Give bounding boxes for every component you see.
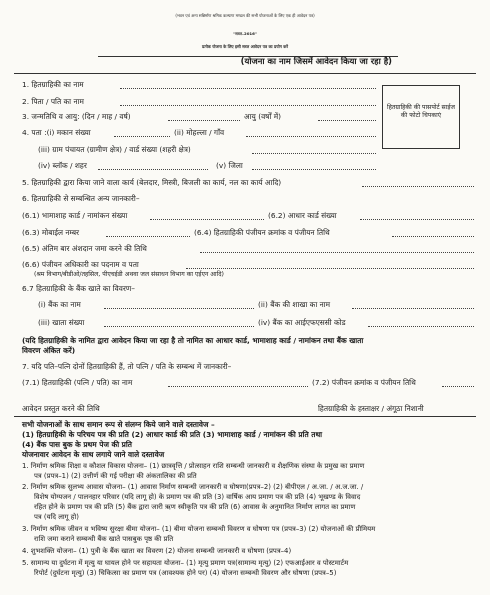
header-divider [14, 73, 476, 74]
field-mobile-label: (6.3) मोबाईल नम्बर [22, 228, 80, 237]
section-other-info: 6. हितग्राहिकी से सम्बन्धित अन्य जानकारी– [22, 194, 140, 203]
field-ward-label: (iii) ग्राम पंचायत (ग्रामीण क्षेत्र) / वार्ड संख्या (शहरी क्षेत्र) [38, 145, 191, 154]
field-work-input[interactable] [362, 186, 474, 187]
documents-heading: सभी योजनाओं के साथ समान रूप से संलग्न किये जाने वाले दस्तावेज – [22, 420, 215, 429]
field-bhamashah-label: (6.1) भामाशाह कार्ड / नामांकन संख्या [22, 211, 128, 220]
doc-item-3b: राशि जमा कराने सम्बन्धी बैंक खाते पासबुक पृष्ठ की प्रति [34, 535, 174, 543]
field-account-input[interactable] [104, 326, 254, 327]
field-district-label: (v) जिला [216, 161, 243, 170]
scheme-name-hint: (योजना का नाम जिसमें आवेदन किया जा रहा है) [240, 56, 392, 66]
field-officer-hint: (श्रम विभाग/बीडीओ/तहसिल, पीएचईडी अथवा जल संसाधन विभाग का एईएन आदि) [34, 271, 224, 278]
field-house-input[interactable] [114, 136, 170, 137]
field-district-input[interactable] [252, 169, 376, 170]
doc-item-2a: 2. निर्माण श्रमिक सुलभ्य आवास योजना– (1) आवास निर्माण सम्बन्धी जानकारी व घोषणा(प्रपत्र–2) (2) बीपीएल / अ.जा. / अ.ज.जा. / [22, 483, 364, 491]
field-registration-label: (6.4) हितग्राहिकी पंजीयन क्रमांक व पंजीयन तिथि [194, 228, 330, 237]
field-father-input[interactable] [120, 105, 376, 106]
field-name-label: 1. हितग्राहिकी का नाम [22, 80, 84, 89]
signature-label: हितग्राहिकी के हस्ताक्षर / अंगूठा निशानी [318, 404, 424, 413]
field-officer-input[interactable] [186, 268, 474, 269]
nominee-note-2: विवरण अंकित करें) [22, 346, 76, 355]
section-bank: 6.7 हितग्राहिकी के बैंक खाते का विवरण– [22, 284, 135, 293]
field-father-label: 2. पिता / पति का नाम [22, 97, 84, 106]
field-age-label: आयु (वर्षों में) [244, 112, 282, 121]
nominee-note-1: (यदि हितग्राहिकी के नामित द्वारा आवेदन किया जा रहा है तो नामित का आधार कार्ड, भामाशाह कार्ड / नामांकन तथा बैंक खाता [22, 336, 364, 345]
documents-common-2: (4) बैंक पास बुक के प्रथम पेज की प्रति [22, 440, 133, 449]
field-dob-input[interactable] [168, 120, 240, 121]
form-note: (भवन एवं अन्य सन्निर्माण श्रमिक कल्याण मण्डल की सभी योजनाओं के लिए एक ही आवेदन पत्र) [175, 13, 315, 18]
doc-item-2c: रहित होने के प्रमाण पत्र की प्रति (5) बैंक द्वारा जारी ऋण स्वीकृति पत्र की प्रति (6) आवास के अनुमानित निर्माण लागत का प्रमाण [34, 503, 356, 511]
field-aadhaar-label: (6.2) आधार कार्ड संख्या [268, 211, 337, 220]
field-name-input[interactable] [120, 88, 376, 89]
field-ward-input[interactable] [252, 153, 376, 154]
field-age-input[interactable] [318, 120, 376, 121]
field-locality-label: (ii) मोहल्ला / गाँव [174, 128, 225, 137]
form-subtitle: प्रत्येक योजना के लिए इसी सरल आवेदन पत्र का प्रयोग करें [202, 44, 288, 49]
doc-item-1a: 1. निर्माण श्रमिक शिक्षा व कौशल विकास योजना– (1) छात्रवृत्ति / प्रोत्साहन राशि सम्बन्धी जानकारी व शैक्षणिक संस्था के प्रमुख का प्रमाण [22, 462, 365, 470]
field-bank-name-input[interactable] [104, 308, 254, 309]
scheme-name-field[interactable] [98, 56, 398, 66]
field-ifsc-input[interactable] [368, 326, 474, 327]
documents-divider [14, 416, 476, 417]
doc-item-5b: रिपोर्ट (दुर्घटना मृत्यु) (3) चिकित्सा का प्रमाण पत्र (आवश्यक होने पर) (4) योजना सम्बन्धी विवरण और घोषणा (प्रपत्र–5) [34, 569, 337, 577]
field-locality-input[interactable] [246, 136, 376, 137]
documents-common-1: (1) हितग्राहिकी के परिचय पत्र की प्रति (2) आधार कार्ड की प्रति (3) भामाशाह कार्ड / नामांकन की प्रति तथा [22, 430, 323, 439]
photo-box-label: हितग्राहिकी की पासपोर्ट साईज की फोटो चिपकाएं [387, 104, 455, 119]
photo-box [382, 85, 460, 149]
documents-scheme-heading: योजनावार आवेदन के साथ लगाये जाने वाले दस्तावेज [22, 450, 165, 459]
doc-item-2b: विशेष योग्यजन / पालनहार परिवार (यदि लागू हो) के प्रमाण पत्र की प्रति (3) वार्षिक आय प्रमाण पत्र की प्रति (4) भूखण्ड के विवाद [34, 493, 361, 501]
field-block-label: (iv) ब्लॉक / शहर [38, 161, 87, 170]
field-account-label: (iii) खाता संख्या [38, 318, 85, 327]
doc-item-2d: पत्र (यदि लागू हो) [34, 513, 79, 521]
application-date-label: आवेदन प्रस्तुत करने की तिथि [22, 404, 100, 413]
form-title: "सरल–2016" [233, 31, 257, 36]
field-aadhaar-input[interactable] [360, 219, 474, 220]
field-contribution-input[interactable] [200, 252, 474, 253]
field-house-label: 4. पता :(i) मकान संख्या [22, 128, 91, 137]
field-dob-label: 3. जन्मतिथि व आयु: (दिन / माह / वर्ष) [22, 112, 131, 121]
field-bank-branch-input[interactable] [352, 308, 474, 309]
field-block-input[interactable] [98, 169, 208, 170]
field-contribution-label: (6.5) अंतिम बार अंशदान जमा करने की तिथि [22, 244, 147, 253]
field-registration-input[interactable] [392, 236, 474, 237]
doc-item-4: 4. शुभशक्ति योजना– (1) पुत्री के बैंक खाता का विवरण (2) योजना सम्बन्धी जानकारी व घोषणा (प्रपत्र–4) [22, 547, 292, 555]
field-spouse-name-label: (7.1) हितग्राहिकी (पत्नि / पति) का नाम [22, 378, 133, 387]
field-bhamashah-input[interactable] [150, 219, 264, 220]
field-mobile-input[interactable] [106, 236, 190, 237]
field-work-label: 5. हितग्राहिकी द्वारा किया जाने वाला कार्य (बेलदार, मिस्त्री, बिजली का कार्य, नल का कार्य आदि) [22, 178, 282, 187]
doc-item-5a: 5. सामान्य या दुर्घटना में मृत्यु या घायल होने पर सहायता योजना– (1) मृत्यु प्रमाण पत्र(सामान्य मृत्यु) (2) एफआईआर व पोस्टमार्टम [22, 559, 349, 567]
field-spouse-reg-label: (7.2) पंजीयन क्रमांक व पंजीयन तिथि [312, 378, 416, 387]
field-bank-name-label: (i) बैंक का नाम [38, 300, 81, 309]
doc-item-1b: पत्र (प्रपत्र–1) (2) उत्तीर्ण की गई परीक्षा की अंकतालिका की प्रति [34, 472, 197, 480]
doc-item-3a: 3. निर्माण श्रमिक जीवन व भविष्य सुरक्षा बीमा योजना– (1) बीमा योजना सम्बन्धी विवरण व घोषणा पत्र (प्रपत्र–3) (2) योजनाओं की प्रीमियम [22, 525, 376, 533]
field-bank-branch-label: (ii) बैंक की शाखा का नाम [258, 300, 331, 309]
section-spouse: 7. यदि पति–पत्नि दोनों हितग्राहिकी हैं, तो पत्नि / पति के सम्बन्ध में जानकारी– [22, 362, 232, 371]
field-spouse-name-input[interactable] [168, 386, 308, 387]
field-ifsc-label: (iv) बैंक का आईएफएससी कोड [258, 318, 346, 327]
field-spouse-reg-input[interactable] [442, 386, 474, 387]
field-officer-label: (6.6) पंजीयन अधिकारी का पदनाम व पता [22, 260, 139, 269]
